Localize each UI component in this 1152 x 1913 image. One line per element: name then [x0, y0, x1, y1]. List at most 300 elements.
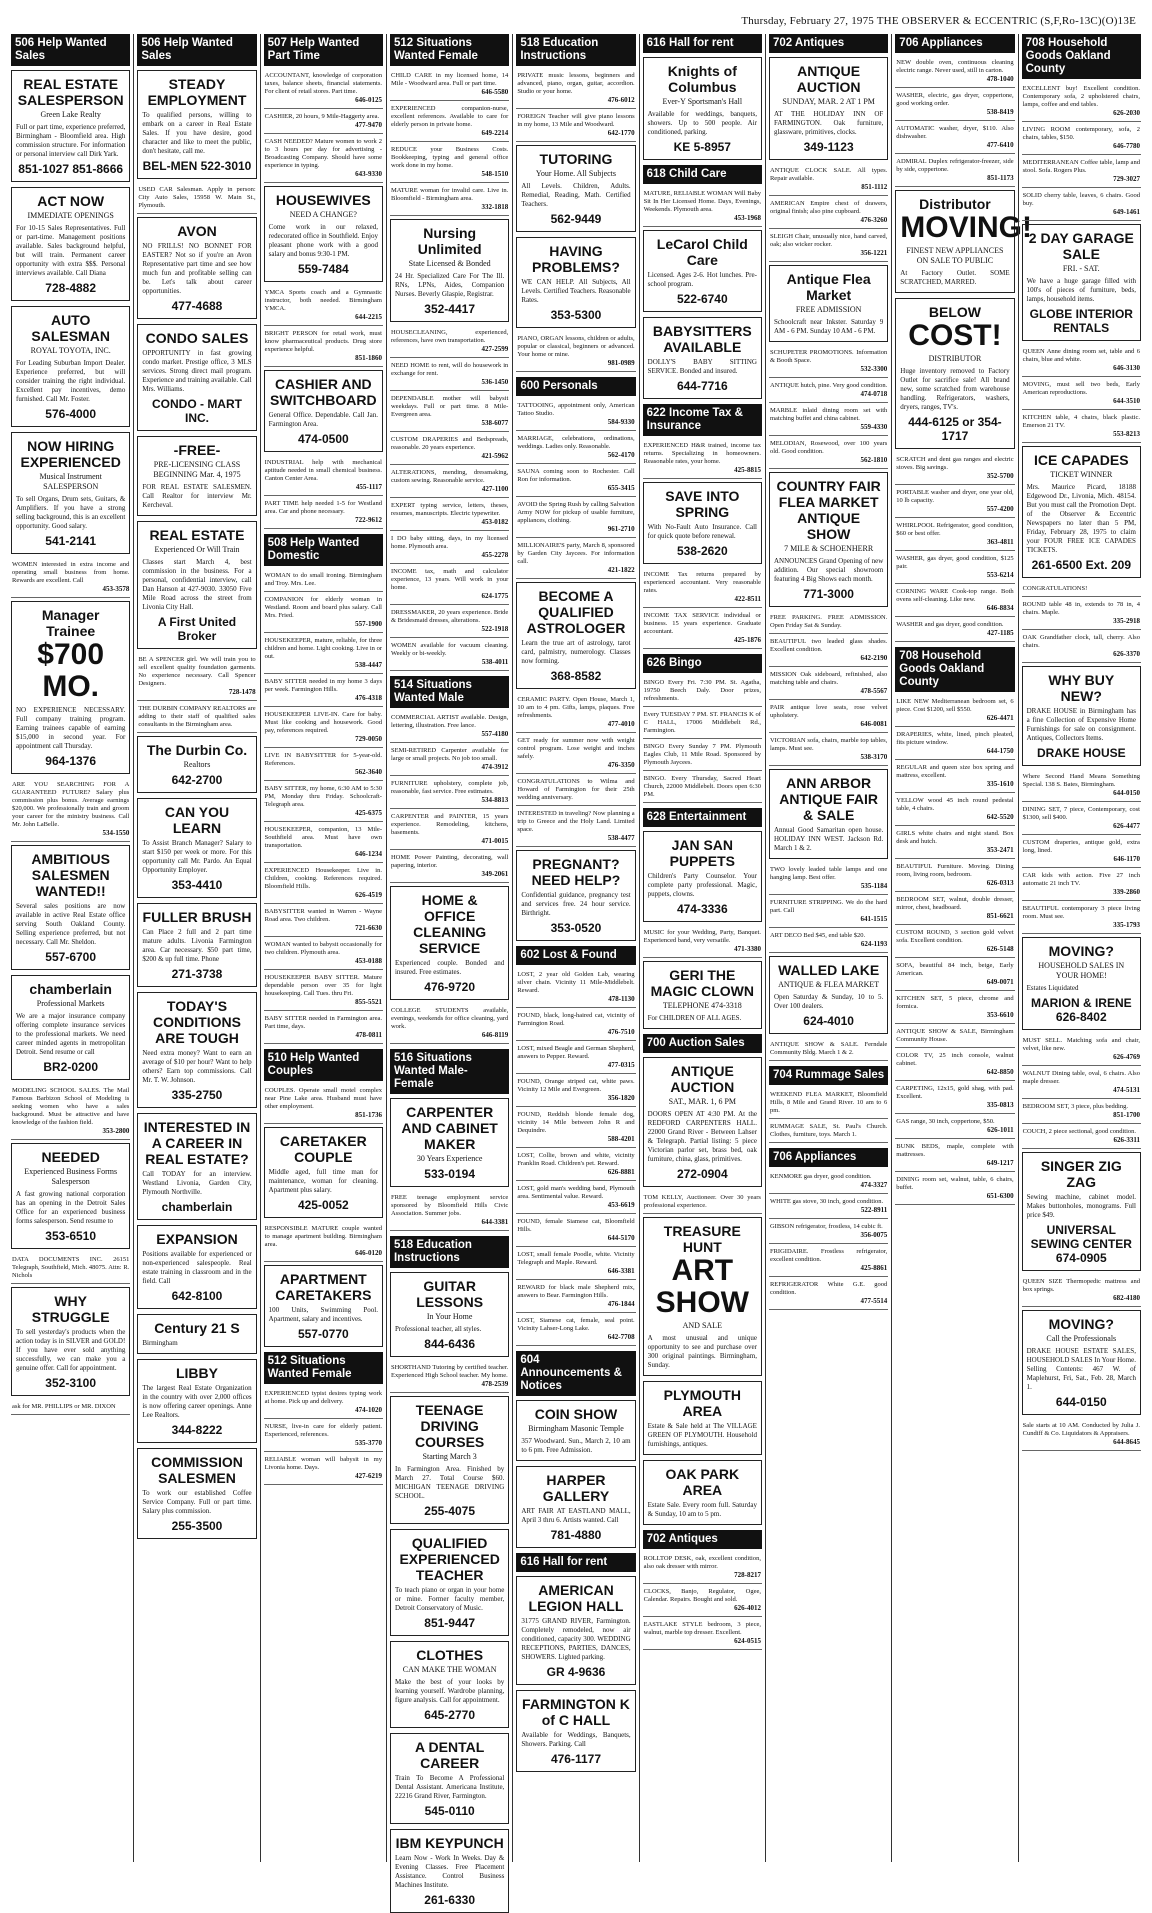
- ad-phone: 728-4882: [45, 281, 97, 295]
- ad-phone: 538-2620: [676, 544, 728, 558]
- ad-phone: 624-1193: [860, 940, 888, 948]
- classified-ad: [643, 1192, 762, 1214]
- ad-heading: ACT NOW: [37, 193, 105, 209]
- ad-subheading: Green Lake Realty: [40, 110, 101, 119]
- classified-ad: [643, 677, 762, 707]
- ad-phone: 646-1234: [355, 850, 382, 858]
- ad-text: THE DURBIN COMPANY REALTORS are adding to their staff of qualified sales consultants in the Birmingham area.: [138, 705, 256, 728]
- classified-ad: [516, 1010, 635, 1041]
- classified-ad: [137, 703, 256, 733]
- classified-ad: [895, 586, 1014, 617]
- ad-heading: TUTORING: [539, 151, 613, 167]
- ad-phone: 535-3770: [355, 1439, 382, 1447]
- classified-ad: [1022, 599, 1141, 630]
- ad-text: ADMIRAL Duplex refrigerator-freezer, side by side, coppertone.: [896, 158, 1014, 173]
- ad-phone: 646-7780: [1113, 142, 1140, 150]
- ad-subheading: DISTRIBUTOR: [928, 354, 982, 363]
- ad-phone: 477-5514: [860, 1297, 888, 1305]
- ad-heading: SINGER ZIG ZAG: [1040, 1158, 1122, 1190]
- ad-body: Birmingham: [142, 1339, 178, 1347]
- ad-text: AMERICAN Empire chest of drawers, original finish; also pine cupboard.: [769, 200, 888, 215]
- ad-text: MELODIAN, Rosewood, over 100 years old. Good condition.: [769, 440, 888, 455]
- ad-text: DATA DOCUMENTS INC. 26151 Telegraph, Southfield, Mich. 48075. Attn: R. Nichols: [12, 1256, 130, 1279]
- ad-phone: 649-0071: [986, 978, 1014, 986]
- ad-text: BINGO Every Fri. 7:30 PM. St. Agatha, 19750 Beech Daly. Door prizes, refreshments.: [643, 679, 761, 702]
- ad-text: KENMORE gas dryer, good condition.: [769, 1173, 872, 1180]
- ad-body: Estate & Sale held at The VILLAGE GREEN OF PLYMOUTH. Household furnishings, antiques.: [647, 1422, 757, 1448]
- ad-text: BABYSITTER wanted in Warren - Wayne Road area. Two children.: [264, 908, 382, 923]
- ad-phone: 642-7708: [607, 1333, 635, 1341]
- ad-text: FOUND, Reddish blonde female dog, vicinity 14 Mile between John R and Dequindre.: [517, 1111, 635, 1134]
- section-header: 700 Auction Sales: [643, 1034, 762, 1053]
- ad-body: DOORS OPEN AT 4:30 PM. At the REDFORD CARPENTERS HALL. 22000 Grand River - Between Lahser & Telegraph. Partial listing: 5 piece Victorian parlor set, brass bed, oak furniture, china, glass, primitives.: [647, 1110, 757, 1163]
- ad-subheading: 7 MILE & SCHOENHERR: [784, 544, 874, 553]
- ad-body: Licensed. Ages 2-6. Hot lunches. Pre-school program.: [647, 271, 757, 288]
- ad-phone: 644-3510: [1113, 397, 1140, 405]
- ad-heading: CLOTHES: [416, 1647, 484, 1663]
- ad-phone: A First United Broker: [157, 615, 237, 643]
- classified-ad: [895, 762, 1014, 793]
- display-ad: [11, 1287, 130, 1396]
- ad-phone: 455-1117: [355, 483, 382, 491]
- ad-heading: CASHIER AND SWITCHBOARD: [270, 376, 377, 408]
- ad-heading: STEADY EMPLOYMENT: [147, 76, 247, 108]
- ad-phone: 728-8217: [734, 1571, 761, 1579]
- classified-ad: [11, 1254, 130, 1284]
- ad-phone: 478-1130: [608, 995, 635, 1003]
- ad-phone: 353-0520: [550, 921, 602, 935]
- section-header: 702 Antiques: [769, 34, 888, 53]
- classified-ad: [643, 773, 762, 803]
- ad-text: ANTIQUE SHOW & SALE, Birmingham Community House.: [896, 1028, 1014, 1043]
- ad-body: AT THE HOLIDAY INN OF FARMINGTON. Oak furniture, glassware, primitives, clocks.: [773, 110, 884, 136]
- ad-phone: 427-6219: [355, 1472, 382, 1480]
- classified-ad: [895, 553, 1014, 584]
- ad-phone: 352-5700: [986, 472, 1014, 480]
- display-ad: [11, 187, 130, 301]
- ad-phone: 427-1100: [481, 485, 509, 493]
- ad-phone: 576-4000: [45, 407, 97, 421]
- ad-text: FOUND, black, long-haired cat, vicinity of Farmington Road.: [517, 1012, 635, 1027]
- ad-text: CLOCKS, Banjo, Regulator, Ogee, Calendar. Repairs. Bought and sold.: [643, 1588, 761, 1603]
- ad-text: WALNUT Dining table, oval, 6 chairs. Also maple dresser.: [1022, 1070, 1140, 1085]
- ad-subheading: ROYAL TOYOTA, INC.: [30, 346, 111, 355]
- ad-body: To work our established Coffee Service Company. Full or part time. Salary plus commission.: [142, 1489, 252, 1515]
- ad-phone: 557-1900: [355, 620, 382, 628]
- classified-ad: [516, 333, 635, 372]
- ad-body: Several sales positions are now available in active Real Estate office serving South Oakland County. Selling experience preferred, but not necessary. Call Mr. Sheldon.: [16, 902, 126, 946]
- classified-ad: [516, 1076, 635, 1107]
- ad-text: DRAPERIES, white, lined, pinch pleated, fits picture window.: [896, 731, 1014, 746]
- classified-ad: [769, 612, 888, 634]
- display-ad: [516, 145, 635, 232]
- ad-phone: 532-3300: [860, 365, 888, 373]
- ad-text: LOST, Siamese cat, female, seal point. Vicinity Lahser-Long Lake.: [517, 1317, 635, 1332]
- classified-ad: [895, 993, 1014, 1024]
- ad-text: TWO lovely leaded table lamps and one hanging lamp. Best offer.: [769, 866, 888, 881]
- classified-ad: [390, 811, 509, 850]
- ad-body: Available for weddings, banquets, showers. Up to 500 people. Air conditioned, parking.: [647, 110, 757, 136]
- ad-phone: 851-1173: [987, 174, 1014, 182]
- classified-ad: [390, 533, 509, 564]
- ad-text: BABY SITTER, my home, 6:30 AM to 5:30 PM, Monday thru Friday. Schoolcraft-Telegraph area.: [264, 785, 382, 808]
- ad-phone: 353-6510: [45, 1229, 97, 1243]
- display-ad: [11, 432, 130, 554]
- display-ad: [390, 219, 509, 322]
- ad-heading: FULLER BRUSH: [142, 909, 252, 925]
- ad-phone: 626-1011: [987, 1126, 1014, 1134]
- ad-body: Need extra money? Want to earn an average of $10 per hour? Want to help others? Earn top commissions. Call Mr. T. W. Johnson.: [142, 1049, 252, 1084]
- classified-ad: [516, 540, 635, 579]
- ad-phone: 474-3327: [860, 1181, 888, 1189]
- ad-subheading: Realtors: [183, 760, 211, 769]
- ad-phone: 538-4447: [355, 661, 382, 669]
- ad-body: Middle aged, full time man for maintenance, woman for cleaning. Apartment plus salary.: [268, 1168, 378, 1194]
- classified-ad: [390, 640, 509, 671]
- ad-body: DRAKE HOUSE in Birmingham has a fine Collection of Expensive Home Furnishings for sale on consignment. Antiques, Collectors Items.: [1026, 707, 1136, 742]
- ad-phone: 646-0120: [355, 1249, 382, 1257]
- ad-body: Children's Party Counselor. Your complete party professional. Magic, puppets, clowns.: [647, 872, 757, 898]
- ad-text: MATURE, RELIABLE WOMAN Will Baby Sit In Her Licensed Home. Days, Evenings, Weekends. Plymouth area.: [643, 190, 761, 213]
- ad-phone: 422-8511: [734, 595, 761, 603]
- display-ad: [516, 237, 635, 328]
- classified-column: [260, 34, 386, 1862]
- display-ad: [137, 521, 256, 649]
- ad-text: GIRLS white chairs and night stand. Box desk and hutch.: [896, 830, 1014, 845]
- ad-heading: LIBBY: [175, 1365, 218, 1381]
- classified-ad: [1022, 157, 1141, 188]
- ad-phone: 728-1478: [228, 688, 256, 696]
- ad-phone: 722-9612: [355, 516, 382, 524]
- ad-phone: 349-2061: [481, 870, 509, 878]
- ad-phone: 844-6436: [424, 1337, 475, 1351]
- display-ad: [643, 1057, 762, 1187]
- ad-phone: 651-6300: [986, 1192, 1014, 1200]
- classified-ad: [1022, 379, 1141, 410]
- classified-ad: [264, 676, 383, 707]
- ad-heading: AMBITIOUS SALESMEN WANTED!!: [31, 851, 110, 899]
- ad-heading: REAL ESTATE SALESPERSON: [17, 76, 124, 108]
- ad-text: HOME Power Painting, decorating, wall papering, interior.: [390, 854, 509, 869]
- ad-body: NO EXPERIENCE NECESSARY. Full company training program. Earning trainees capable of earning $15,000 in second year. For appointment call Thursday.: [16, 706, 126, 750]
- ad-phone: 335-2918: [1113, 617, 1140, 625]
- ad-text: TOM KELLY, Auctioneer. Over 30 years professional experience.: [643, 1194, 761, 1209]
- ad-phone: BEL-MEN 522-3010: [142, 159, 252, 173]
- ad-heading: APARTMENT CARETAKERS: [275, 1271, 372, 1303]
- ad-text: BRIGHT PERSON for retail work, must know pharmaceutical products. Drug store experience helpful.: [264, 330, 382, 353]
- section-header: 602 Lost & Found: [516, 946, 635, 965]
- classified-ad: [1022, 1420, 1141, 1451]
- classified-ad: [516, 400, 635, 431]
- classified-column: [1018, 34, 1144, 1862]
- ad-text: HOUSEKEEPER, mature, reliable, for three children and home. Light cooking. Live in or out.: [264, 637, 382, 660]
- ad-phone: 646-1170: [1113, 855, 1140, 863]
- ad-heading: A DENTAL CAREER: [415, 1739, 485, 1771]
- ad-phone: 771-3000: [803, 587, 854, 601]
- ad-body: For CHILDREN OF ALL AGES.: [647, 1014, 742, 1022]
- ad-phone: 646-3130: [1113, 364, 1140, 372]
- classified-ad: [390, 185, 509, 216]
- ad-text: Where Second Hand Means Something Special. 138 S. Bates, Birmingham.: [1022, 773, 1140, 788]
- ad-phone: 335-1793: [1113, 921, 1140, 929]
- ad-body: Confidential guidance, pregnancy test and services free. 24 hour service. Birthright.: [521, 891, 631, 917]
- classified-column: [639, 34, 765, 1862]
- ad-phone: 641-1515: [860, 915, 888, 923]
- ad-phone: 729-0050: [355, 735, 382, 743]
- classified-ad: [643, 1586, 762, 1617]
- classified-ad: [643, 1619, 762, 1650]
- ad-text: GET ready for summer now with weight control program. Lose weight and inches safely.: [517, 737, 635, 760]
- ad-text: EXPERIENCED typist desires typing work at home. Pick up and delivery.: [264, 1390, 382, 1405]
- ad-phone: 332-1818: [481, 203, 509, 211]
- ad-body: Estate Sale. Every room full. Saturday & Sunday, 10 am to 5 pm.: [647, 1501, 757, 1518]
- section-header: 508 Help Wanted Domestic: [264, 534, 383, 566]
- section-header: 706 Appliances: [769, 1148, 888, 1167]
- ad-heading: PREGNANT? NEED HELP?: [531, 856, 621, 888]
- ad-text: YMCA Sports coach and a Gymnastic instructor, both needed. Birmingham YMCA.: [264, 289, 382, 312]
- display-ad: [643, 961, 762, 1029]
- display-ad: [1022, 666, 1141, 766]
- ad-phone: 255-4075: [424, 1504, 475, 1518]
- ad-heading: NOW HIRING EXPERIENCED: [20, 438, 121, 470]
- ad-heading: COUNTRY FAIR FLEA MARKET ANTIQUE SHOW: [776, 478, 881, 542]
- ad-text: USED CAR Salesman. Apply in person: City Auto Sales, 15958 W. Main St., Plymouth.: [138, 186, 256, 209]
- classified-ad: [895, 57, 1014, 88]
- classified-ad: [895, 454, 1014, 485]
- ad-heading: MOVING?: [1048, 1316, 1114, 1332]
- ad-text: CASH NEEDED? Mature women to work 2 to 3 hours per day for advertising - Broadcasting Company. Should have some experience in typing.: [264, 138, 382, 169]
- ad-phone: 644-8645: [1113, 1438, 1140, 1446]
- classified-ad: [264, 750, 383, 781]
- ad-subheading: HOUSEHOLD SALES IN YOUR HOME!: [1038, 961, 1125, 980]
- ad-text: EXPERIENCED H&R trained, income tax returns. Specializing in homeowners. Reasonable rates, your home.: [643, 442, 761, 465]
- display-ad: [1022, 1310, 1141, 1415]
- classified-ad: [390, 852, 509, 883]
- ad-heading: WHY STRUGGLE: [31, 1293, 110, 1325]
- ad-subheading: AND SALE: [682, 1321, 722, 1330]
- display-ad: [643, 1381, 762, 1455]
- ad-body: Mrs. Maurice Picard, 18188 Edgewood Dr., Livonia, Mich. 48154. But you must call the Promotion Dept. of the Observer & Eccentric Newspapers no later than 5 PM, Friday, February 28, 1975 to claim your FOUR FREE ICE CAPADES TICKETS.: [1026, 483, 1136, 554]
- display-ad: [769, 57, 888, 160]
- ad-phone: 646-5580: [481, 88, 509, 96]
- ad-text: LOST, gold man's wedding band, Plymouth area. Sentimental value. Reward.: [517, 1185, 635, 1200]
- section-header: 616 Hall for rent: [516, 1553, 635, 1572]
- classified-ad: [516, 1109, 635, 1148]
- display-ad: [137, 1448, 256, 1539]
- ad-phone: 522-8911: [860, 1206, 888, 1214]
- classified-ad: [11, 1401, 130, 1415]
- ad-phone: 471-3380: [734, 945, 761, 953]
- classified-ad: [895, 90, 1014, 121]
- ad-body: WE CAN HELP. All Subjects, All Levels. Certified Teachers. Reasonable Rates.: [521, 278, 631, 304]
- ad-text: ARE YOU SEARCHING FOR A GUARANTEED FUTURE? Salary plus commission plus bonus. Average earnings $20,000. We professionally train and groom your career for the ministry business. Call Mr. John LaBelle.: [12, 781, 130, 828]
- ad-phone: 533-0194: [424, 1167, 475, 1181]
- classified-ad: [516, 111, 635, 142]
- classified-ad: [390, 500, 509, 531]
- display-ad: [1022, 224, 1141, 341]
- ad-phone: 562-1810: [860, 456, 888, 464]
- classified-ad: [1022, 771, 1141, 802]
- ad-text: BEAUTIFUL two leaded glass shades. Excellent condition.: [769, 638, 888, 653]
- classified-ad: [516, 1216, 635, 1247]
- ad-phone: 642-2190: [860, 654, 888, 662]
- ad-phone: 626-3311: [1113, 1136, 1140, 1144]
- ad-heading: TREASURE HUNT: [663, 1223, 741, 1255]
- ad-text: DINING SET, 7 piece, Contemporary, cost $1300, sell $400.: [1022, 806, 1140, 821]
- ad-text: WASHER and gas dryer, good condition.: [896, 621, 1004, 628]
- ad-phone: 478-2539: [481, 1380, 509, 1388]
- ad-phone: 642-1770: [607, 129, 635, 137]
- display-ad: [137, 992, 256, 1108]
- display-ad: [264, 370, 383, 452]
- ad-text: ROLLTOP DESK, oak, excellent condition, also oak dresser with mirror.: [643, 1555, 761, 1570]
- ad-text: FREE PARKING. FREE ADMISSION. Open Friday Sat & Sunday.: [769, 614, 888, 629]
- classified-ad: [769, 864, 888, 895]
- ad-phone: 425-0052: [297, 1198, 349, 1212]
- ad-text: KITCHEN table, 4 chairs, black plastic. Emerson 21 TV.: [1022, 414, 1140, 429]
- ad-text: OAK Grandfather clock, tall, cherry. Also chairs.: [1022, 634, 1140, 649]
- ad-text: GAS range, 30 inch, coppertone, $50.: [896, 1118, 995, 1125]
- classified-ad: [895, 960, 1014, 991]
- ad-text: BEDROOM SET, walnut, double dresser, mirror, chest, headboard.: [896, 896, 1014, 911]
- ad-phone: 353-2471: [986, 846, 1014, 854]
- ad-phone: 541-2141: [45, 534, 97, 548]
- ad-subheading: Experienced Or Will Train: [154, 545, 240, 554]
- display-ad: [769, 265, 888, 342]
- ad-phone: 261-6330: [424, 1893, 475, 1907]
- ad-text: DRESSMAKER, 20 years experience. Bride & Bridesmaid dresses, alterations.: [390, 609, 509, 624]
- ad-phone: KE 5-8957: [673, 140, 731, 154]
- section-header: 518 Education Instructions: [516, 34, 635, 66]
- ad-text: WOMEN available for vacuum cleaning. Weekly or bi-weekly.: [390, 642, 509, 657]
- classified-ad: [516, 694, 635, 733]
- ad-phone: 477-4010: [607, 720, 635, 728]
- classified-ad: [895, 123, 1014, 154]
- ad-body: To sell Organs, Drum sets, Guitars, & Amplifiers. If you have a strong selling background, this is an excellent opportunity. Good salary.: [16, 495, 126, 530]
- classified-ad: [643, 741, 762, 771]
- ad-headline-large: $700 MO.: [37, 638, 105, 703]
- ad-phone: 645-2770: [424, 1708, 475, 1722]
- display-ad: [137, 1225, 256, 1309]
- ad-body: DOLLY'S BABY SITTING SERVICE. Bonded and insured.: [647, 358, 757, 375]
- ad-body: FOR REAL ESTATE SALESMEN. Call Realtor for interview Mr. Kercheval.: [142, 483, 252, 509]
- ad-phone: 644-0150: [1055, 1395, 1107, 1409]
- ad-heading: LeCarol Child Care: [656, 236, 748, 268]
- ad-text: MATURE woman for invalid care. Live in. Bloomfield - Birmingham area.: [390, 187, 509, 202]
- display-ad: [895, 298, 1014, 449]
- ad-heading: AMERICAN LEGION HALL: [528, 1582, 624, 1614]
- classified-column: [386, 34, 512, 1907]
- ad-text: MARBLE inlaid dining room set with matching buffet and china cabinet.: [769, 407, 888, 422]
- ad-headline-large: ART SHOW: [655, 1254, 749, 1319]
- ad-text: GIBSON refrigerator, frostless, 14 cubic ft.: [769, 1223, 883, 1230]
- ad-text: FRIGIDAIRE. Frostless refrigerator, excellent condition.: [769, 1248, 888, 1263]
- ad-heading: Manager Trainee: [41, 607, 100, 639]
- ad-phone: 644-7716: [676, 379, 728, 393]
- classified-ad: [137, 184, 256, 214]
- classified-ad: [264, 1454, 383, 1485]
- ad-phone: 964-1376: [45, 754, 97, 768]
- display-ad: [390, 1733, 509, 1824]
- ad-phone: 425-8861: [860, 1264, 888, 1272]
- classified-ad: [390, 144, 509, 183]
- ad-text: MARRIAGE, celebrations, ordinations, weddings. Ladies only. Reasonable.: [517, 435, 635, 450]
- ad-phone: 649-1217: [986, 1159, 1014, 1167]
- classified-ad: [264, 1085, 383, 1124]
- section-header: 702 Antiques: [643, 1530, 762, 1549]
- display-ad: [137, 436, 256, 516]
- classified-ad: [516, 969, 635, 1008]
- ad-text: YELLOW wood 45 inch round pedestal table, 4 chairs.: [896, 797, 1014, 812]
- ad-phone: 729-3027: [1113, 175, 1140, 183]
- ad-subheading: CAN MAKE THE WOMAN: [402, 1665, 497, 1674]
- ad-subheading: PRE-LICENSING CLASS BEGINNING Mar. 4, 1975: [153, 460, 241, 479]
- ad-phone: 562-9449: [550, 212, 602, 226]
- ad-phone: 453-0188: [355, 957, 382, 965]
- ad-text: CUSTOM DRAPERIES and Bedspreads, reasonable. 20 years experience.: [390, 436, 509, 451]
- classified-ad: [769, 231, 888, 262]
- classified-ad: [895, 729, 1014, 760]
- classified-column: [512, 34, 638, 1862]
- classified-ad: [264, 498, 383, 529]
- ad-heading: HOUSEWIVES: [275, 192, 371, 208]
- ad-phone: 353-4410: [171, 878, 223, 892]
- ad-text: COMMERCIAL ARTIST available. Design, lettering, illustration. Free lance.: [390, 714, 509, 729]
- display-ad: [1022, 446, 1141, 578]
- ad-phone: 781-4880: [550, 1528, 602, 1542]
- ad-subheading: IMMEDIATE OPENINGS: [27, 211, 114, 220]
- display-ad: [390, 886, 509, 1000]
- ad-phone: 474-5131: [1113, 1086, 1140, 1094]
- ad-phone: 642-2700: [171, 773, 223, 787]
- ad-phone: 536-1450: [481, 378, 509, 386]
- classified-ad: [769, 347, 888, 378]
- ad-phone: 642-8100: [171, 1289, 223, 1303]
- section-header: 510 Help Wanted Couples: [264, 1049, 383, 1081]
- ad-phone: 721-6630: [355, 924, 382, 932]
- ad-phone: 478-0811: [355, 1031, 382, 1039]
- classified-ad: [390, 1005, 509, 1044]
- ad-text: TATTOOING, appointment only, American Tattoo Studio.: [517, 402, 635, 417]
- ad-phone: 559-7484: [297, 262, 349, 276]
- ad-phone: 851-9447: [424, 1616, 475, 1630]
- ad-text: MISSION Oak sideboard, refinished, also matching table and chairs.: [769, 671, 888, 686]
- ad-phone: 646-8834: [986, 604, 1014, 612]
- classified-ad: [769, 735, 888, 766]
- ad-text: MODELING SCHOOL SALES. The Mail Famous Barbizon School of Modeling is seeking women who have a sales background. Must be attractive and have knowledge of the fashion field.: [12, 1087, 130, 1126]
- ad-body: NO FRILLS! NO BONNET FOR EASTER? Not so if you're an Avon Representative part time and see how much fun and profitable selling can be. Let's talk about career opportunities.: [142, 242, 252, 295]
- ad-body: Train To Become A Professional Dental Assistant. Americana Institute, 22216 Grand River, Farmington.: [394, 1774, 505, 1800]
- ad-phone: 553-8213: [1113, 430, 1140, 438]
- ad-phone: 476-1177: [550, 1752, 601, 1766]
- classified-ad: [895, 795, 1014, 826]
- ad-text: EXPERT typing service, letters, theses, resumes, manuscripts. Electric typewriter.: [390, 502, 509, 517]
- ad-phone: 476-1844: [607, 1300, 635, 1308]
- ad-body: For 10-15 Sales Representatives. Full or part-time. Management positions available. Sales background helpful, but will train. Permanent career opportunity with extra $$$. Personal interviews available. Call Diana: [16, 224, 126, 277]
- ad-phone: 851-1112: [861, 183, 888, 191]
- display-ad: [643, 57, 762, 160]
- classified-ad: [516, 776, 635, 806]
- ad-text: PIANO, ORGAN lessons, children or adults, popular or classical, beginners or advanced. Your home or mine.: [517, 335, 635, 358]
- ad-subheading: Ever-Y Sportsman's Hall: [662, 97, 743, 106]
- ad-text: REWARD for black male Shepherd mix, answers to Bear. Farmington Hills.: [517, 1284, 635, 1299]
- classified-ad: [895, 1083, 1014, 1114]
- ad-body: To qualified persons, willing to embark on a career in Real Estate Sales. If you have desire, good character and like to meet the public, don't hesitate, call me.: [142, 111, 252, 155]
- ad-body: 357 Woodward. Sun., March 2, 10 am to 6 pm. Free Admission.: [521, 1437, 631, 1454]
- ad-text: VICTORIAN sofa, chairs, marble top tables, lamps. Must see.: [769, 737, 888, 752]
- ad-body: OPPORTUNITY in fast growing condo market. Prestige office, 3 MLS services. Strong direct mail program. Experience and training available. Call Mrs. Williams.: [142, 349, 252, 393]
- ad-phone: 553-6214: [986, 571, 1014, 579]
